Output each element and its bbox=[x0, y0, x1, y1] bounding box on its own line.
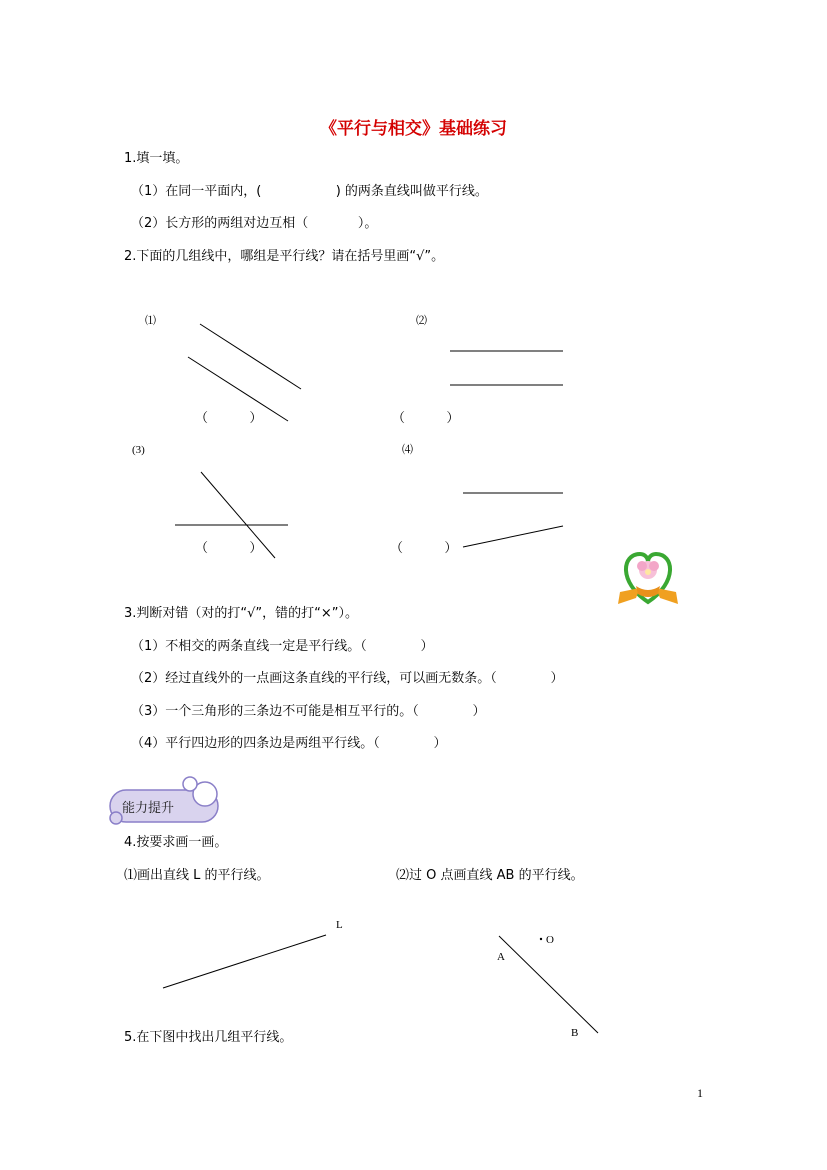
q3-stem: 3.判断对错（对的打“√”，错的打“×”）。 bbox=[124, 606, 359, 621]
line-L bbox=[163, 935, 326, 988]
q2-label-2: ⑵ bbox=[416, 315, 427, 327]
label-B: B bbox=[571, 1027, 579, 1039]
line-AB bbox=[499, 936, 598, 1033]
q4-item-1: ⑴画出直线 L 的平行线。 bbox=[124, 868, 270, 883]
q1-item-1: （1）在同一平面内，( ) 的两条直线叫做平行线。 bbox=[131, 184, 488, 199]
label-L: L bbox=[336, 919, 343, 931]
page-number: 1 bbox=[697, 1086, 703, 1100]
q1-item-2: （2）长方形的两组对边互相（ ）。 bbox=[131, 216, 378, 231]
label-O: O bbox=[546, 934, 554, 946]
q2-answer-paren-2: （ ） bbox=[392, 411, 460, 426]
q3-item-3: （3）一个三角形的三条边不可能是相互平行的。（ ） bbox=[131, 704, 486, 719]
heart-icon bbox=[618, 554, 678, 604]
q4-item-2: ⑵过 O 点画直线 AB 的平行线。 bbox=[396, 868, 584, 883]
q3-item-4: （4）平行四边形的四条边是两组平行线。（ ） bbox=[131, 736, 447, 751]
q3-item-2: （2）经过直线外的一点画这条直线的平行线，可以画无数条。（ ） bbox=[131, 671, 564, 686]
q2-stem: 2.下面的几组线中，哪组是平行线？请在括号里画“√”。 bbox=[124, 249, 445, 264]
q4-stem: 4.按要求画一画。 bbox=[124, 835, 228, 850]
worksheet-title: 《平行与相交》基础练习 bbox=[320, 119, 507, 139]
point-O bbox=[540, 938, 542, 940]
fig4-line-b bbox=[463, 526, 563, 547]
q2-answer-paren-3: （ ） bbox=[195, 541, 263, 556]
q2-label-1: ⑴ bbox=[145, 315, 156, 327]
fig1-line-a bbox=[200, 324, 301, 389]
q1-stem: 1.填一填。 bbox=[124, 151, 189, 166]
section-badge: 能力提升 bbox=[122, 801, 175, 816]
q2-answer-paren-4: （ ） bbox=[390, 541, 458, 556]
q2-answer-paren-1: （ ） bbox=[195, 411, 263, 426]
fig3-line-a bbox=[201, 472, 275, 558]
q2-label-3: (3) bbox=[132, 444, 145, 456]
fig1-line-b bbox=[188, 357, 288, 421]
q3-item-1: （1）不相交的两条直线一定是平行线。（ ） bbox=[131, 639, 434, 654]
label-A: A bbox=[497, 951, 505, 963]
q5-stem: 5.在下图中找出几组平行线。 bbox=[124, 1030, 293, 1045]
q2-label-4: ⑷ bbox=[402, 444, 413, 456]
